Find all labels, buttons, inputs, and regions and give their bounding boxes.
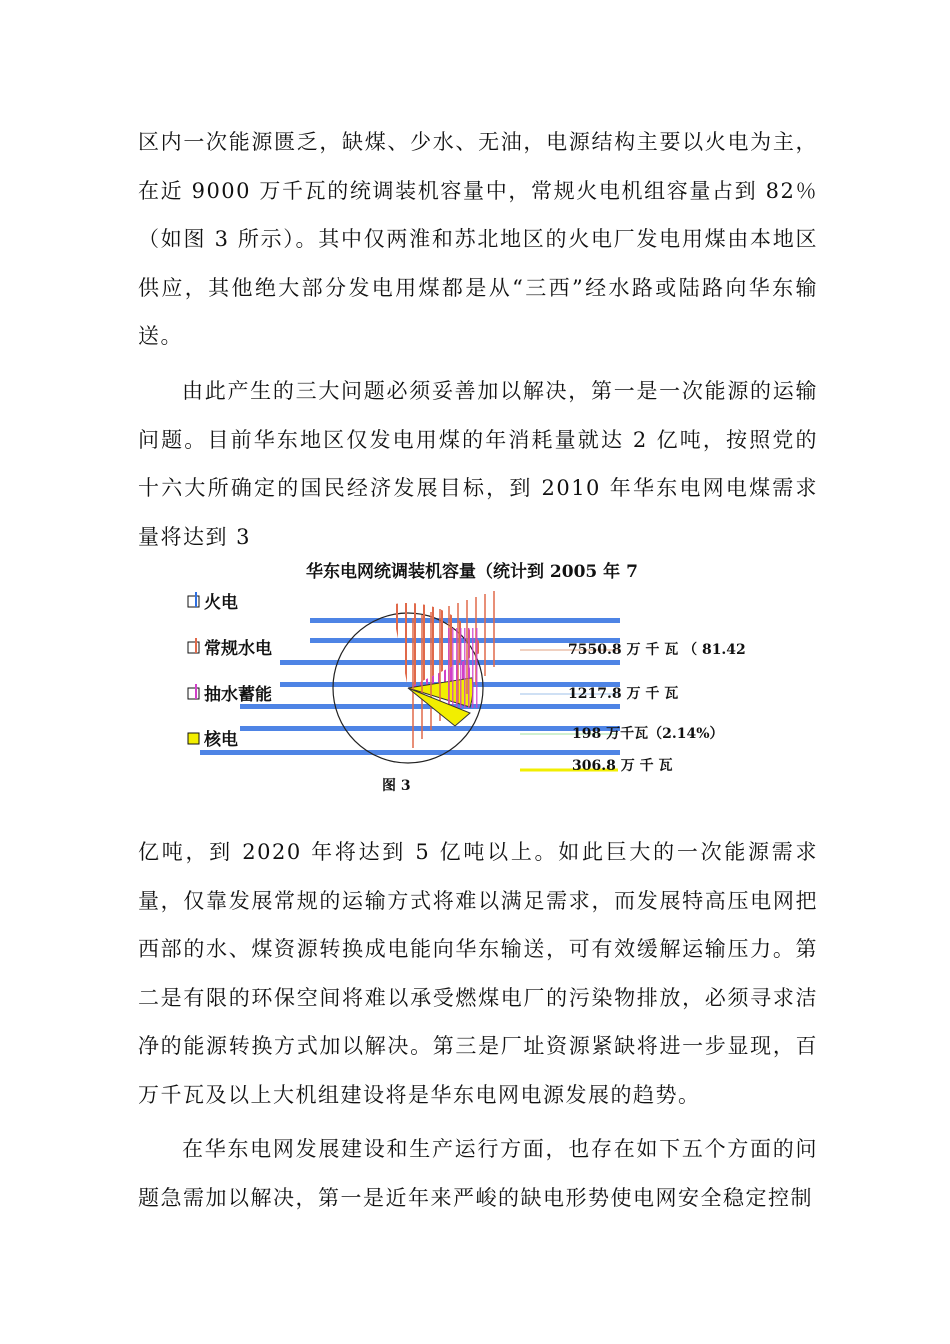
pump-hatch-0: [448, 628, 450, 708]
pie-slices: [333, 591, 495, 763]
pump-hatch-6: [472, 628, 474, 708]
hydro-hatch-9: [493, 591, 495, 667]
hydro-hatch-8: [484, 594, 486, 676]
paragraph-4: 在华东电网发展建设和生产运行方面，也存在如下五个方面的问题急需加以解决，第一是近年来严峻的缺电形势使电网安全稳定控制: [138, 1137, 818, 1210]
hydro-hatch-1: [421, 615, 423, 739]
paragraph-3: 亿吨，到 2020 年将达到 5 亿吨以上。如此巨大的一次能源需求量，仅靠发展常规的运输方式将难以满足需求，而发展特高压电网把西部的水、煤资源转换成电能向华东输送，可有效缓解运输压力。第二是有限的环保空间将难以承受燃煤电厂的污染物排放，必须寻求洁净的能源转换方式加以解决。第三是厂址资源紧缺将进一步显现，百万千瓦及以上大机组建设将是华东电网电源发展的趋势。: [138, 840, 818, 1107]
legend-mark-0: [195, 592, 197, 607]
pump-hatch-5: [468, 628, 470, 708]
paragraph-1: 区内一次能源匮乏，缺煤、少水、无油，电源结构主要以火电为主，在近 9000 万千瓦的统调装机容量中，常规火电机组容量占到 82％（如图 3 所示）。其中仅两淮和苏北地区的火电厂发电用煤由本地区供应，其他绝大部分发电用煤都是从“三西”经水路或陆路向华东输送。: [138, 130, 818, 348]
data-label-3: 306.8 万 千 瓦: [572, 758, 673, 774]
legend-swatch-2: [188, 688, 199, 699]
paragraph-2: 由此产生的三大问题必须妥善加以解决，第一是一次能源的运输问题。目前华东地区仅发电用煤的年消耗量就达 2 亿吨，按照党的十六大所确定的国民经济发展目标，到 2010 年华东电网电煤需求量将达到 3: [138, 379, 818, 549]
data-label-0: 7550.8 万 千 瓦 （ 81.42: [568, 642, 746, 658]
legend-label-0: 火电: [204, 593, 238, 613]
hydro-hatch-2: [430, 612, 432, 730]
legend-swatch-0: [188, 596, 199, 607]
pump-hatch-1: [452, 628, 454, 708]
stripe-0: [310, 618, 620, 623]
chart-title: 华东电网统调装机容量（统计到 2005 年 7: [306, 562, 638, 582]
legend-label-3: 核电: [204, 730, 238, 750]
figure-caption: 图 3: [382, 778, 411, 794]
legend-swatch-3: [188, 733, 199, 744]
pump-hatch-2: [456, 628, 458, 708]
legend-mark-2: [195, 684, 197, 699]
figure-3-pie-chart: [180, 548, 800, 798]
pump-hatch-4: [464, 628, 466, 708]
stripe-6: [200, 750, 620, 755]
data-label-1: 1217.8 万 千 瓦: [568, 686, 679, 702]
pump-hatch-7: [476, 628, 478, 708]
legend-label-1: 常规水电: [204, 639, 272, 659]
pump-hatch-3: [460, 628, 462, 708]
hydro-hatch-6: [466, 600, 468, 694]
data-label-2: 198 万千瓦（2.14%）: [572, 726, 724, 742]
legend-label-2: 抽水蓄能: [204, 685, 272, 705]
hydro-hatch-0: [412, 618, 414, 748]
legend-mark-1: [195, 638, 197, 653]
legend-swatch-1: [188, 642, 199, 653]
